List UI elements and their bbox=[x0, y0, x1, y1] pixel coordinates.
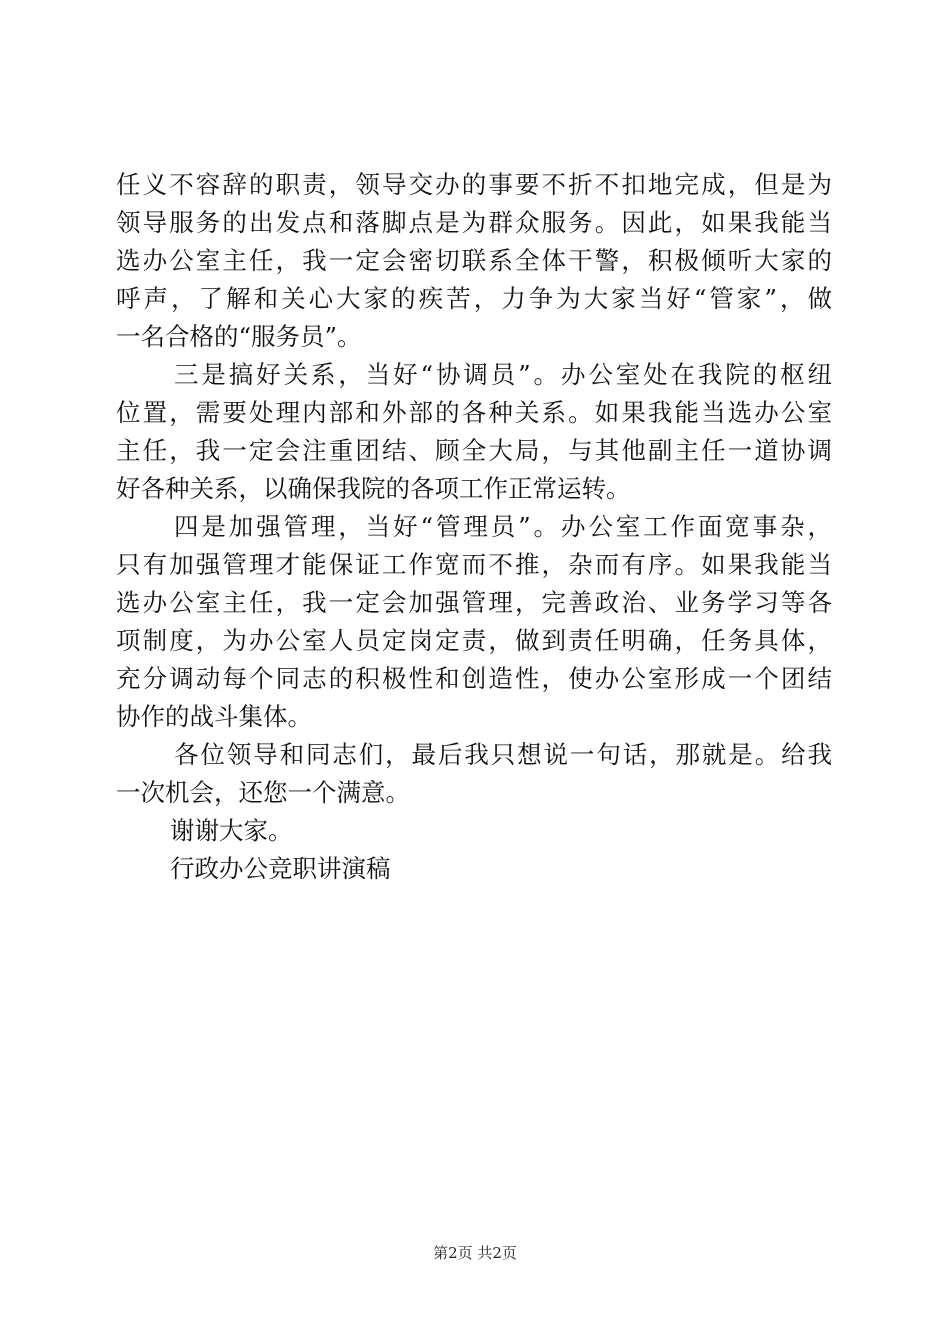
text-line: 领导服务的出发点和落脚点是为群众服务。因此，如果我能当 bbox=[116, 208, 832, 237]
text-line: 任义不容辞的职责，领导交办的事要不折不扣地完成，但是为 bbox=[116, 170, 832, 199]
text-line: 呼声，了解和关心大家的疾苦，力争为大家当好“管家”，做 bbox=[116, 284, 832, 313]
text-line: 一次机会，还您一个满意。 bbox=[116, 778, 410, 807]
paragraph-first-line: 各位领导和同志们，最后我只想说一句话，那就是。给我 bbox=[174, 740, 832, 769]
paragraph-first-line: 三是搞好关系，当好“协调员”。办公室处在我院的枢纽 bbox=[174, 360, 832, 389]
text-line: 位置，需要处理内部和外部的各种关系。如果我能当选办公室 bbox=[116, 398, 832, 427]
text-line: 选办公室主任，我一定会密切联系全体干警，积极倾听大家的 bbox=[116, 246, 832, 275]
document-title-line: 行政办公竞职讲演稿 bbox=[170, 854, 391, 883]
page-number-footer: 第2页 共2页 bbox=[433, 1244, 517, 1262]
text-line: 项制度，为办公室人员定岗定责，做到责任明确，任务具体， bbox=[116, 626, 832, 655]
text-line: 协作的战斗集体。 bbox=[116, 702, 312, 731]
closing-line: 谢谢大家。 bbox=[170, 816, 293, 845]
document-body bbox=[116, 166, 832, 888]
text-line: 充分调动每个同志的积极性和创造性，使办公室形成一个团结 bbox=[116, 664, 832, 693]
text-line: 一名合格的“服务员”。 bbox=[116, 322, 362, 351]
text-line: 好各种关系，以确保我院的各项工作正常运转。 bbox=[116, 474, 631, 503]
paragraph-first-line: 四是加强管理，当好“管理员”。办公室工作面宽事杂， bbox=[174, 512, 832, 541]
text-line: 只有加强管理才能保证工作宽而不推，杂而有序。如果我能当 bbox=[116, 550, 832, 579]
text-line: 选办公室主任，我一定会加强管理，完善政治、业务学习等各 bbox=[116, 588, 832, 617]
text-line: 主任，我一定会注重团结、顾全大局，与其他副主任一道协调 bbox=[116, 436, 832, 465]
